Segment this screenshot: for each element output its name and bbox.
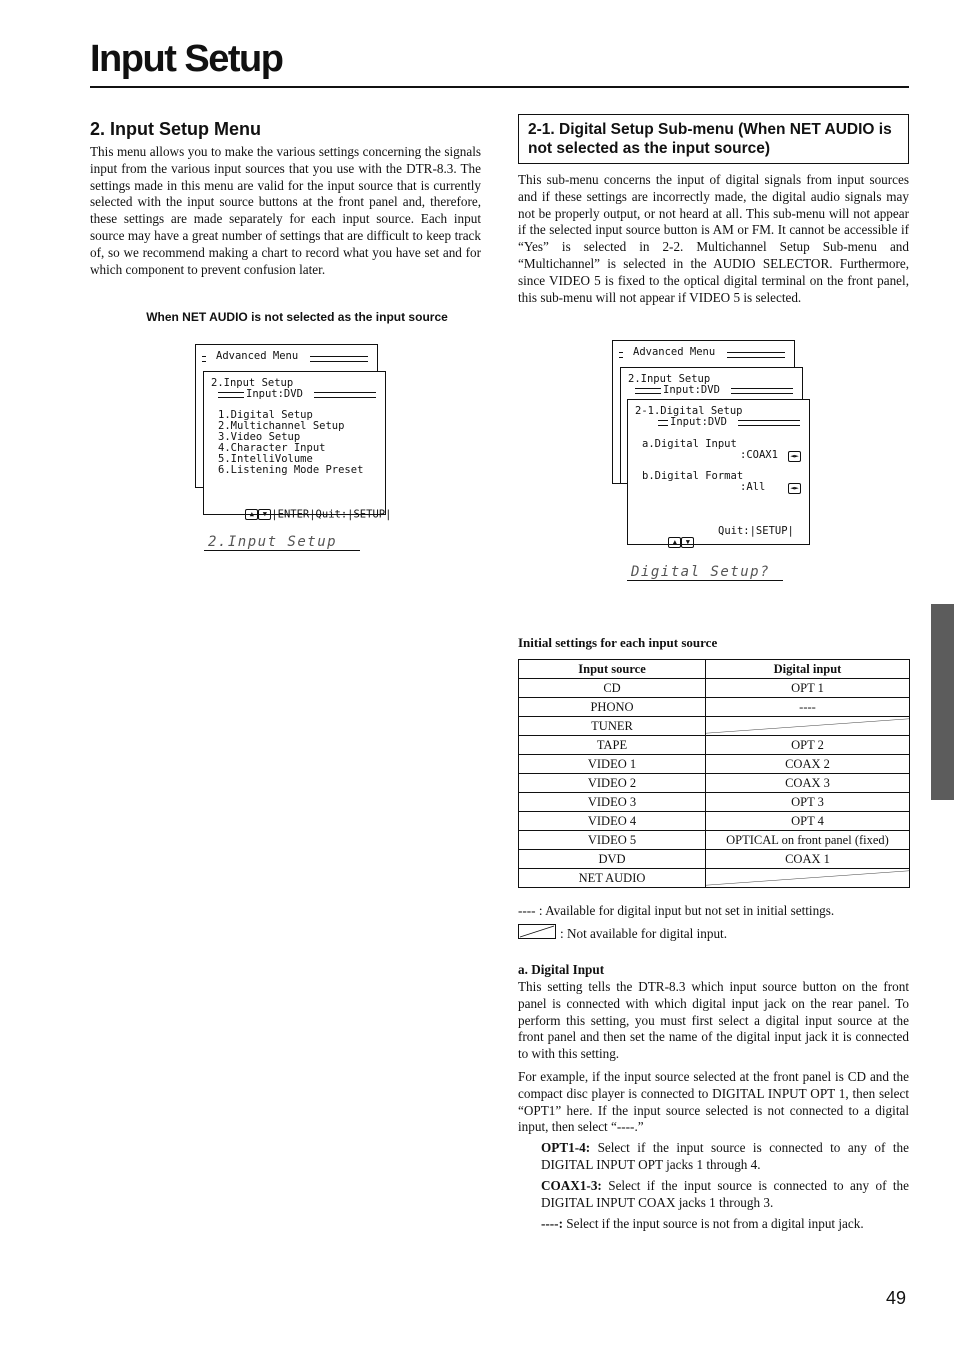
legend-dash: ---- : Available for digital input but not set in initial settings. (518, 903, 835, 918)
option-coax-label: COAX1-3: (541, 1178, 602, 1193)
page-title: Input Setup (90, 38, 283, 80)
cell-input-source: TAPE (519, 736, 706, 755)
table-row (519, 717, 910, 736)
cell-digital-input: COAX 3 (706, 774, 910, 793)
cell-digital-input: OPT 4 (706, 812, 910, 831)
option-opt (541, 1140, 909, 1174)
digital-input-value: :COAX1 (740, 449, 778, 461)
cell-input-source: PHONO (519, 698, 706, 717)
cell-input-source: VIDEO 5 (519, 831, 706, 850)
osd-mid-title: 2.Input Setup (628, 373, 711, 385)
table-row (519, 812, 910, 831)
cell-not-available (706, 717, 910, 736)
option-coax (541, 1178, 909, 1212)
osd-item: 5.IntelliVolume (218, 453, 313, 465)
initial-settings-table (518, 659, 910, 888)
table-row (519, 774, 910, 793)
option-none (541, 1216, 909, 1233)
osd-rule (731, 388, 793, 394)
not-available-icon (706, 717, 909, 735)
option-coax-text: Select if the input source is connected to any of the DIGITAL INPUT COAX jacks 1 through 3. (541, 1178, 909, 1210)
osd-rule (619, 352, 623, 358)
osd-menu-sub: Input:DVD (246, 388, 303, 400)
not-available-icon (706, 869, 909, 887)
osd-digital-setup (627, 399, 810, 545)
cell-digital-input: OPT 2 (706, 736, 910, 755)
legend-slash: : Not available for digital input. (560, 926, 728, 941)
not-available-icon (518, 924, 556, 939)
osd-rule (310, 356, 368, 362)
osd-input-setup (203, 371, 392, 521)
osd-item: 4.Character Input (218, 442, 326, 454)
table-title: Initial settings for each input source (518, 635, 718, 650)
osd-item: 2.Multichannel Setup (218, 420, 345, 432)
osd-footer: Quit:|SETUP| (718, 525, 794, 537)
option-opt-label: OPT1-4: (541, 1140, 591, 1155)
cell-input-source: CD (519, 679, 706, 698)
osd-rule (658, 420, 668, 426)
table-row (519, 736, 910, 755)
cell-digital-input: OPT 3 (706, 793, 910, 812)
digital-input-item: a.Digital Input (642, 438, 737, 450)
section-heading: 2. Input Setup Menu (90, 119, 261, 139)
cell-input-source: VIDEO 3 (519, 793, 706, 812)
osd-arrows (643, 526, 694, 560)
up-arrow-icon: ▲ (245, 509, 258, 520)
osd-mid-sub: Input:DVD (663, 384, 720, 396)
section-intro: This menu allows you to make the various settings concerning the signals input from the various input sources that you use with the DTR-8.3. The settings made in this menu are valid for the input source that is currently selected with the input source buttons at the front panel and, therefore, these settings are made separately for each input source. Each input source may have a great number of settings that are difficult to keep track of, so we recommend making a chart to record what you have set and for which component to prevent confusion later. (90, 144, 481, 277)
sub-a-heading: a. Digital Input (518, 962, 605, 977)
cell-digital-input: ---- (706, 698, 910, 717)
table-row (519, 755, 910, 774)
osd-back-title: Advanced Menu (633, 346, 716, 358)
table-row (519, 831, 910, 850)
cell-digital-input: COAX 1 (706, 850, 910, 869)
cell-input-source: NET AUDIO (519, 869, 706, 888)
osd-rule (218, 392, 244, 398)
digital-format-item: b.Digital Format (642, 470, 744, 482)
cell-input-source: VIDEO 2 (519, 774, 706, 793)
left-right-arrows-icon: ◄► (788, 483, 801, 494)
figure-caption: When NET AUDIO is not selected as the input source (146, 310, 448, 324)
osd-menu-title: 2.Input Setup (211, 377, 294, 389)
cell-digital-input: OPT 1 (706, 679, 910, 698)
osd-footer (220, 498, 391, 532)
osd-rule (202, 356, 206, 362)
sub-a-paragraph-2: For example, if the input source selected at the front panel is CD and the compact disc player is connected to DIGITAL INPUT OPT 1, then select “OPT1” here. If the input source selected is not connected to a digital input, then select “----.” (518, 1069, 909, 1135)
osd-back-title: Advanced Menu (216, 350, 299, 362)
header-input-source: Input source (519, 660, 706, 679)
table-row (519, 679, 910, 698)
osd-rule (738, 420, 800, 426)
cell-input-source: VIDEO 4 (519, 812, 706, 831)
osd-item: 3.Video Setup (218, 431, 301, 443)
sub-a-paragraph-1: This setting tells the DTR-8.3 which input source button on the front panel is connected with which digital input jack on the rear panel. To perform this setting, you must first select a digital input source at the front panel and then set the name of the digital input jack it is connected to with this setting. (518, 979, 909, 1062)
option-none-label: ----: (541, 1216, 563, 1231)
cell-input-source: DVD (519, 850, 706, 869)
table-row (519, 793, 910, 812)
osd-footer-text: |ENTER|Quit:|SETUP| (271, 508, 392, 521)
table-header-row (519, 660, 910, 679)
table-row (519, 698, 910, 717)
down-arrow-icon: ▼ (681, 537, 694, 548)
table-row (519, 850, 910, 869)
left-right-arrows-icon: ◄► (788, 451, 801, 462)
header-digital-input: Digital input (706, 660, 910, 679)
osd-rule (635, 388, 661, 394)
osd-item: 6.Listening Mode Preset (218, 464, 364, 476)
subsection-heading: 2-1. Digital Setup Sub-menu (When NET AUDIO is not selected as the input source) (518, 114, 909, 164)
cell-not-available (706, 869, 910, 888)
table-row (519, 869, 910, 888)
option-opt-text: Select if the input source is connected to any of the DIGITAL INPUT OPT jacks 1 through 4. (541, 1140, 909, 1172)
osd-rule (727, 352, 785, 358)
osd-rule (314, 392, 376, 398)
osd-item: 1.Digital Setup (218, 409, 313, 421)
cell-digital-input: COAX 2 (706, 755, 910, 774)
osd-front-sub: Input:DVD (670, 416, 727, 428)
lcd-display-2: Digital Setup? (627, 564, 783, 581)
page-number: 49 (886, 1288, 907, 1308)
section-tab (931, 604, 954, 800)
up-arrow-icon: ▲ (668, 537, 681, 548)
osd-front-title: 2-1.Digital Setup (635, 405, 743, 417)
lcd-display: 2.Input Setup (204, 534, 360, 551)
digital-format-value: :All (740, 481, 766, 493)
cell-digital-input: OPTICAL on front panel (fixed) (706, 831, 910, 850)
cell-input-source: VIDEO 1 (519, 755, 706, 774)
option-none-text: Select if the input source is not from a digital input jack. (562, 1216, 864, 1231)
subsection-intro: This sub-menu concerns the input of digital signals from input sources and if these settings are incorrectly made, the digital audio signals may not be properly output, or not heard at all. This sub-menu will not appear if the selected input source button is AM or FM. It cannot be accessible if “Yes” is selected in 2-2. Multichannel Setup Sub-menu and “Multichannel” is selected in the AUDIO SELECTOR. Furthermore, since VIDEO 5 is fixed to the optical digital terminal on the front panel, this sub-menu will not appear if VIDEO 5 is selected. (518, 172, 909, 305)
title-rule (90, 86, 909, 88)
down-arrow-icon: ▼ (258, 509, 271, 520)
cell-input-source: TUNER (519, 717, 706, 736)
